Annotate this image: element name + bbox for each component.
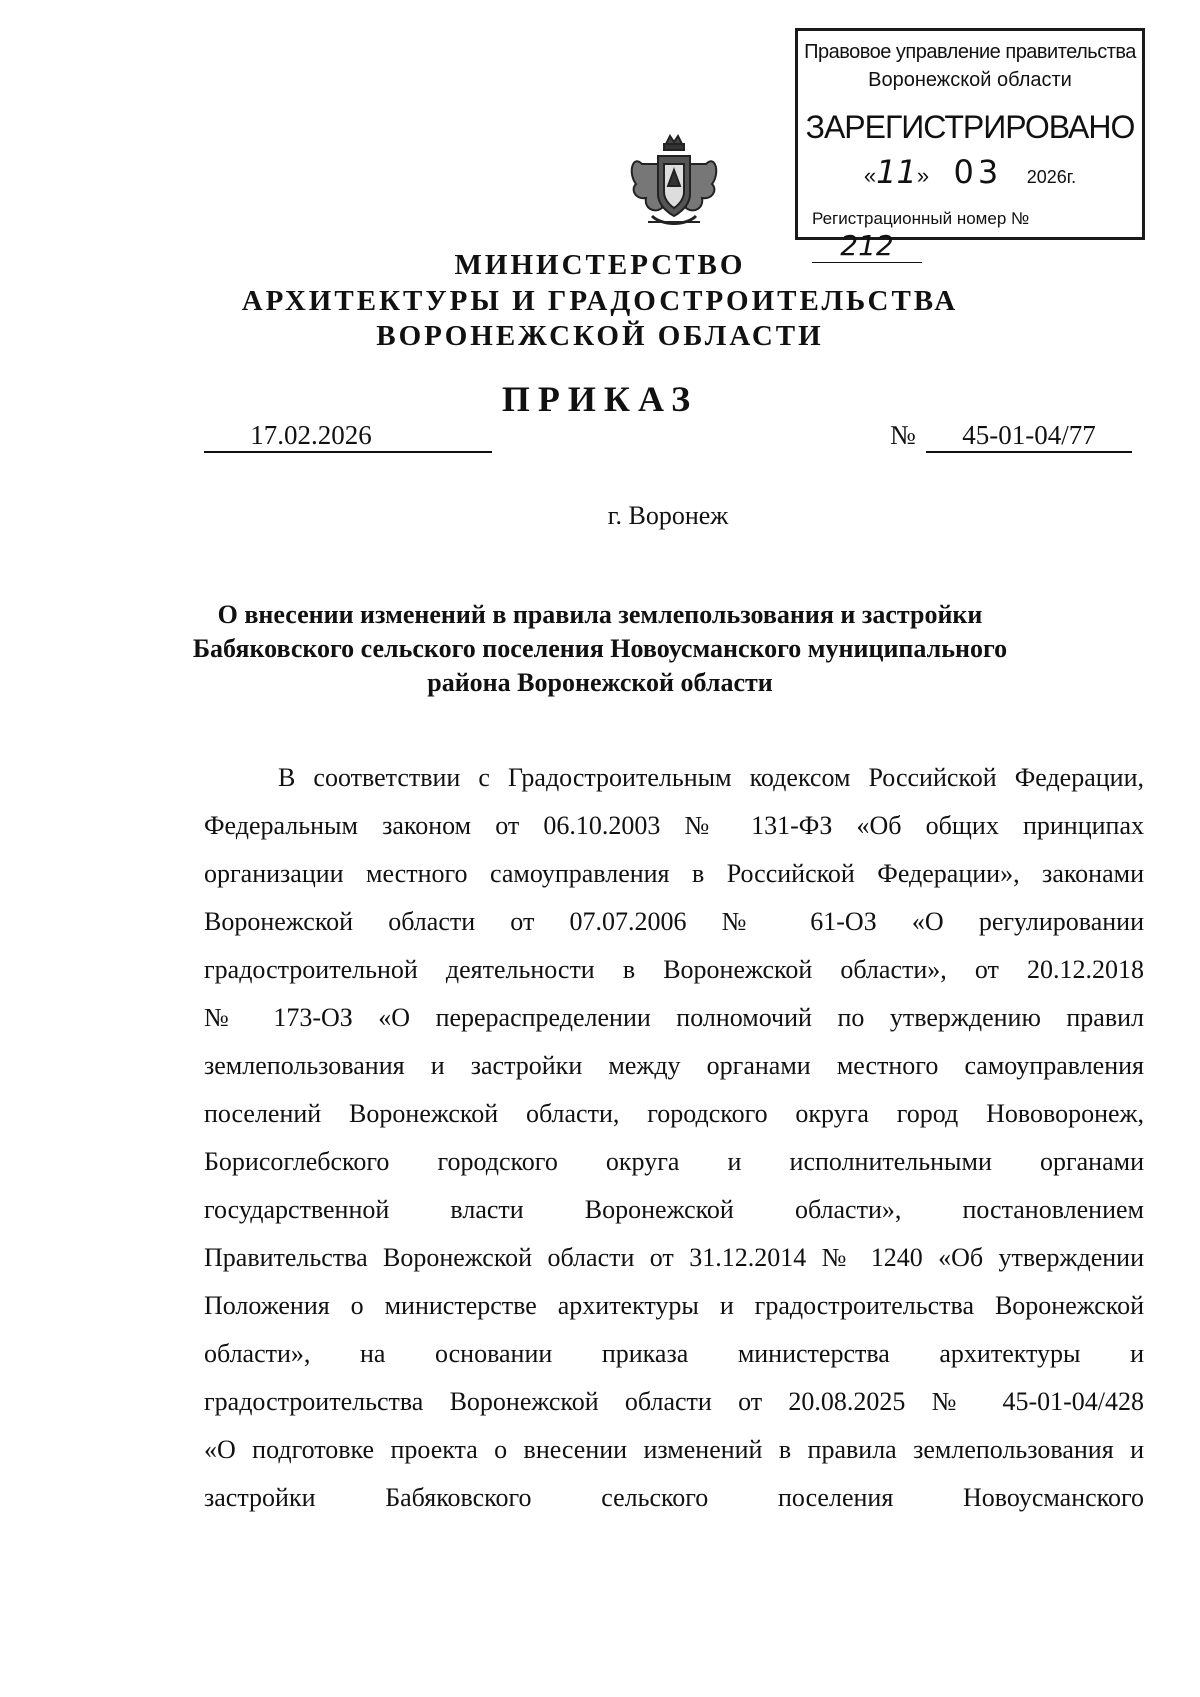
body-line: Положения о министерстве архитектуры и градостроительства Воронежской <box>204 1291 1144 1320</box>
body-line: «О подготовке проекта о внесении изменений в правила землепользования и <box>204 1435 1144 1464</box>
number-sign: № <box>890 420 916 450</box>
city: г. Воронеж <box>607 501 729 530</box>
stamp-reg-number: 212 <box>812 229 922 263</box>
body-line: градостроительства Воронежской области от 20.08.2025 № 45-01-04/428 <box>204 1387 1144 1416</box>
stamp-date-year: 2026 <box>1026 167 1067 187</box>
title-line3: района Воронежской области <box>427 668 773 697</box>
coat-of-arms-icon <box>622 134 726 234</box>
body-line: Борисоглебского городского округа и исполнительными органами <box>204 1147 1144 1176</box>
stamp-date: «11» 03 2026г. <box>863 153 1077 191</box>
body-line: государственной власти Воронежской области», постановлением <box>204 1195 1144 1224</box>
ministry-line1: МИНИСТЕРСТВО <box>454 249 746 281</box>
stamp-reg-number-label: Регистрационный номер № <box>812 209 1030 228</box>
ministry-line2: АРХИТЕКТУРЫ И ГРАДОСТРОИТЕЛЬСТВА <box>241 285 959 317</box>
stamp-registered: ЗАРЕГИСТРИРОВАНО <box>805 109 1135 145</box>
document-type: ПРИКАЗ <box>501 379 699 419</box>
stamp-date-month: 03 <box>953 153 1003 191</box>
body-line: организации местного самоуправления в Российской Федерации», законами <box>204 859 1144 888</box>
title-line1: О внесении изменений в правила землепользования и застройки <box>217 600 983 629</box>
stamp-org-line1: Правовое управление правительства <box>804 41 1136 63</box>
body-line: области», на основании приказа министерства архитектуры и <box>204 1339 1144 1368</box>
body-line: Федеральным законом от 06.10.2003 № 131-ФЗ «Об общих принципах <box>204 811 1144 840</box>
body-line: градостроительной деятельности в Воронежской области», от 20.12.2018 <box>204 955 1144 984</box>
body-line: землепользования и застройки между органами местного самоуправления <box>204 1051 1144 1080</box>
ministry-line3: ВОРОНЕЖСКОЙ ОБЛАСТИ <box>376 320 824 352</box>
order-date-value: 17.02.2026 <box>250 420 372 450</box>
body-line: Воронежской области от 07.07.2006 № 61-ОЗ «О регулировании <box>204 907 1144 936</box>
stamp-date-day: 11 <box>876 153 917 191</box>
body-line: № 173-ОЗ «О перераспределении полномочий по утверждению правил <box>204 1003 1144 1032</box>
body-line: Правительства Воронежской области от 31.12.2014 № 1240 «Об утверждении <box>204 1243 1144 1272</box>
body-line: поселений Воронежской области, городского округа город Нововоронеж, <box>204 1099 1144 1128</box>
body-line: В соответствии с Градостроительным кодексом Российской Федерации, <box>278 763 1144 792</box>
body-line: застройки Бабяковского сельского поселения Новоусманского <box>204 1483 1144 1512</box>
order-number: 45-01-04/77 <box>926 420 1132 453</box>
stamp-date-year-suffix: г. <box>1066 167 1077 187</box>
stamp-org-line2: Воронежской области <box>868 69 1072 91</box>
order-date <box>204 420 492 453</box>
title-line2: Бабяковского сельского поселения Новоусманского муниципального <box>192 634 1008 663</box>
registration-stamp <box>795 28 1145 262</box>
